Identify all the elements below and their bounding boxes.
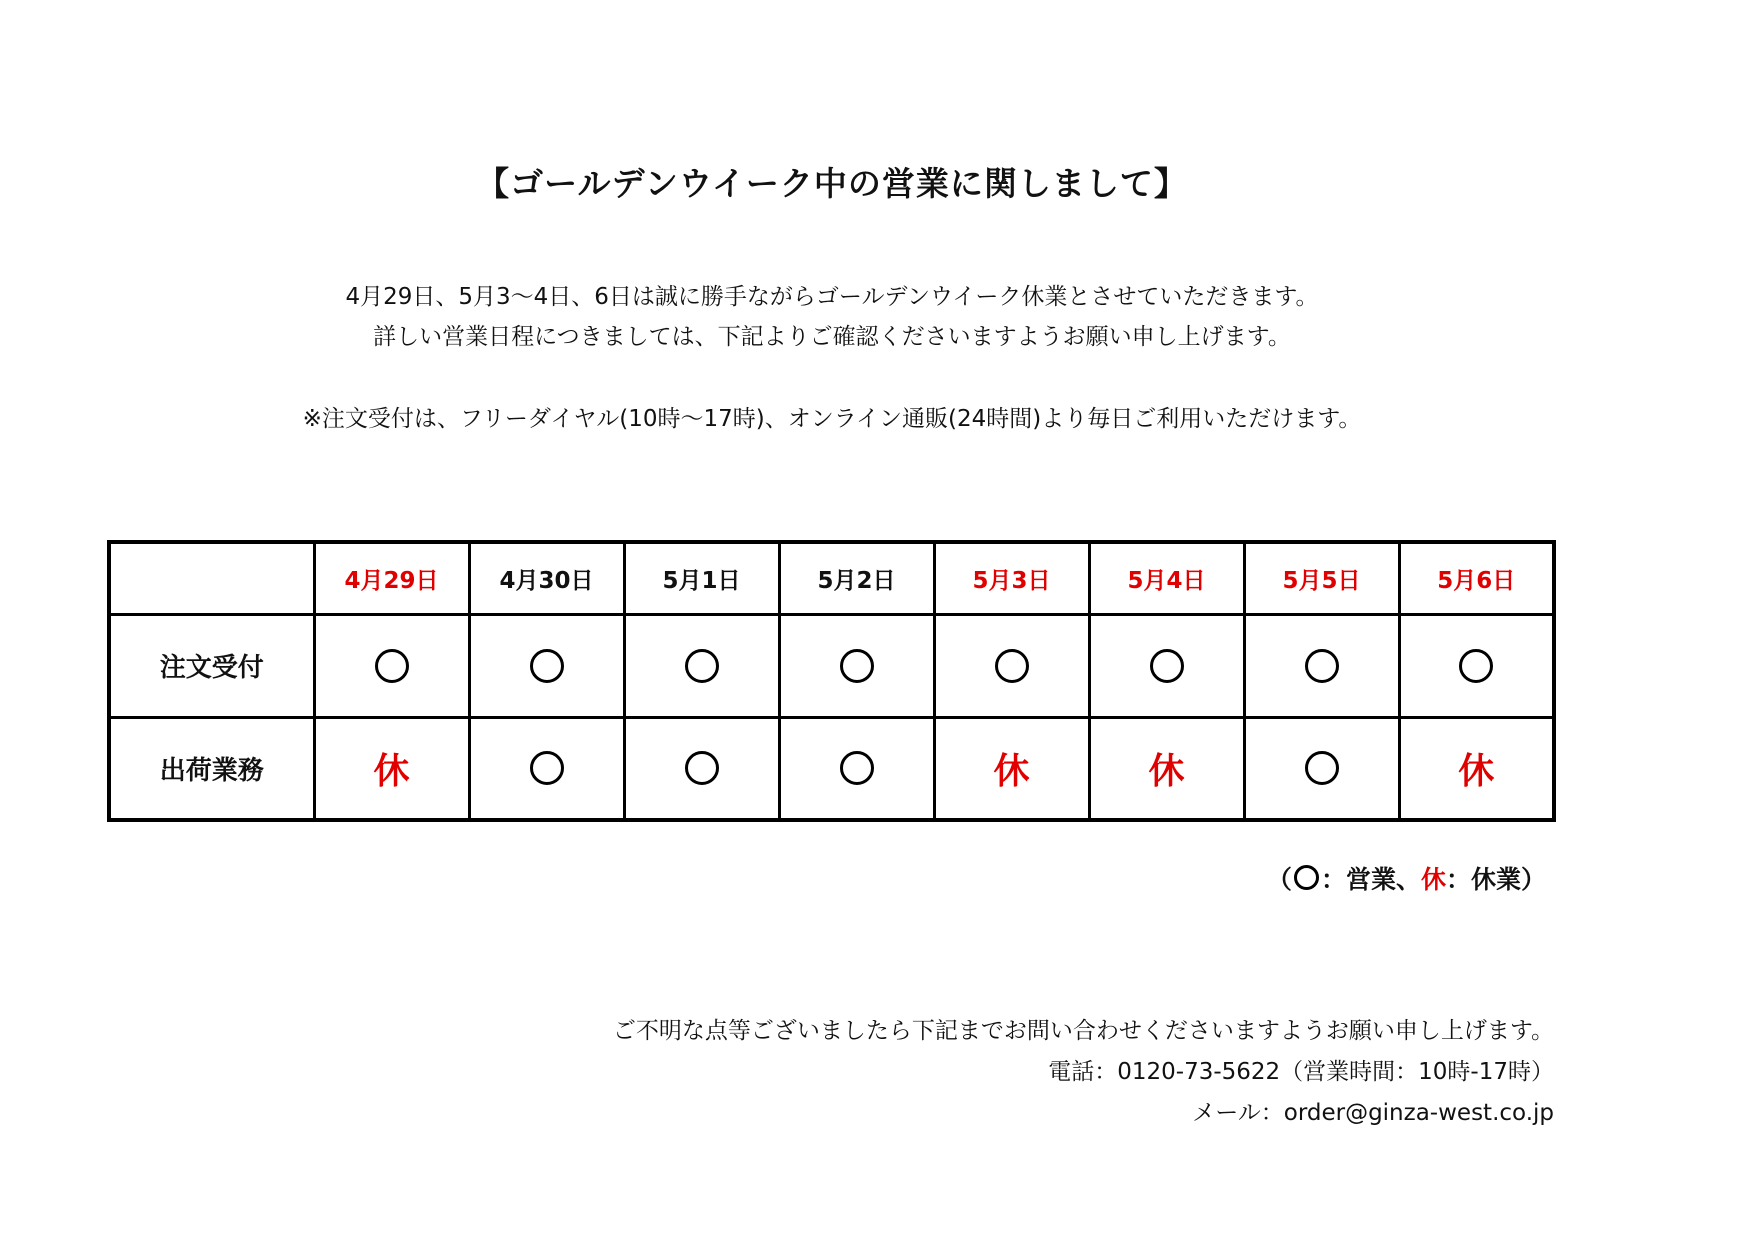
footer-inquiry-text: ご不明な点等ございましたら下記までお問い合わせくださいますようお願い申し上げます。 [612,1018,1554,1044]
open-circle-icon [685,751,719,785]
open-circle-icon [840,649,874,683]
date-header-cell: 5月5日 [1244,542,1399,614]
status-legend [1267,860,1546,896]
status-cell [1244,614,1399,717]
status-cell [1089,717,1244,820]
status-cell [624,614,779,717]
open-circle-icon [375,649,409,683]
status-cell [314,614,469,717]
status-cell [469,614,624,717]
page-title: 【ゴールデンウイーク中の営業に関しまして】 [476,164,1188,203]
open-circle-icon [1294,865,1319,890]
row-label-order-reception: 注文受付 [109,614,314,717]
status-cell [469,717,624,820]
status-cell [934,717,1089,820]
status-cell [934,614,1089,717]
date-header-cell: 4月29日 [314,542,469,614]
footer-email: メール：order@ginza-west.co.jp [1192,1100,1554,1126]
open-circle-icon [530,649,564,683]
closed-mark: 休 [993,750,1030,792]
open-circle-icon [685,649,719,683]
date-header-cell: 5月3日 [934,542,1089,614]
row-label-shipping-operations: 出荷業務 [109,717,314,820]
date-header-row [109,542,1554,614]
date-header-cell: 5月4日 [1089,542,1244,614]
status-cell [1399,614,1554,717]
legend-closed-mark: 休 [1420,865,1446,894]
date-header-cell: 4月30日 [469,542,624,614]
open-circle-icon [1150,649,1184,683]
open-circle-icon [1459,649,1493,683]
intro-line-order-note: ※注文受付は、フリーダイヤル(10時〜17時)、オンライン通販(24時間)より毎日ご利用いただけます。 [302,406,1362,432]
order-reception-row [109,614,1554,717]
legend-open-label: ：営業、 [1320,865,1421,894]
open-circle-icon [840,751,874,785]
date-header-cell: 5月2日 [779,542,934,614]
closed-mark: 休 [1148,750,1185,792]
header-corner-cell [109,542,314,614]
open-circle-icon [530,751,564,785]
date-header-cell: 5月6日 [1399,542,1554,614]
business-schedule-table [107,540,1556,822]
closed-mark: 休 [373,750,410,792]
status-cell [1244,717,1399,820]
status-cell [779,614,934,717]
status-cell [624,717,779,820]
status-cell [1089,614,1244,717]
open-circle-icon [1305,751,1339,785]
open-circle-icon [1305,649,1339,683]
status-cell [779,717,934,820]
intro-line-closure-dates: 4月29日、5月3〜4日、6日は誠に勝手ながらゴールデンウイーク休業とさせていただきます。 [345,284,1319,310]
footer-phone: 電話：0120-73-5622（営業時間：10時-17時） [1048,1059,1554,1085]
open-circle-icon [995,649,1029,683]
date-header-cell: 5月1日 [624,542,779,614]
status-cell [314,717,469,820]
legend-close-paren: ） [1520,865,1546,894]
status-cell [1399,717,1554,820]
closed-mark: 休 [1458,750,1495,792]
intro-line-check-schedule: 詳しい営業日程につきましては、下記よりご確認くださいますようお願い申し上げます。 [373,324,1291,350]
legend-open-paren: （ [1266,865,1292,894]
shipping-operations-row [109,717,1554,820]
legend-closed-label: ：休業 [1445,865,1521,894]
